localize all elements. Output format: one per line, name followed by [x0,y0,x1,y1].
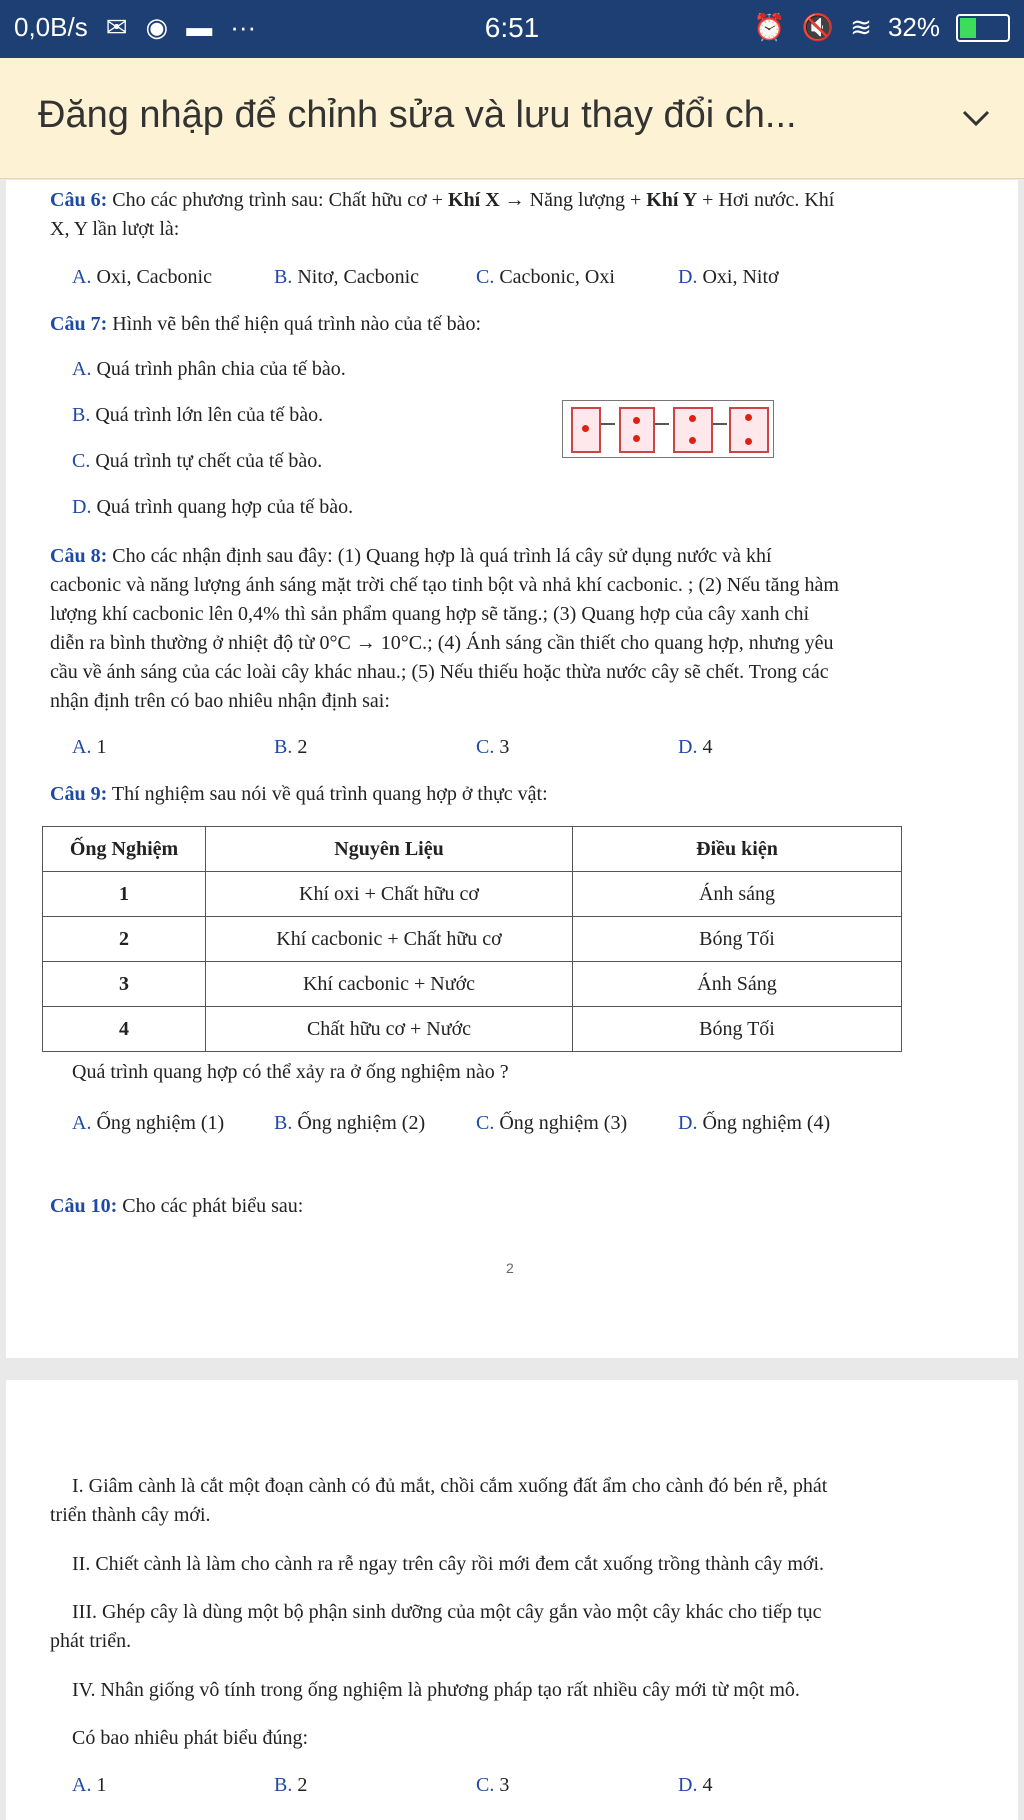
chevron-down-icon[interactable] [956,98,996,138]
page-number: 2 [506,1260,514,1276]
q10-option-a: A. 1 [72,1774,107,1796]
login-banner[interactable] [0,58,1024,179]
network-speed: 0,0B/s [14,12,88,42]
q9-option-d: D. Ống nghiệm (4) [678,1112,831,1134]
q6-line2: X, Y lần lượt là: [50,218,180,240]
q8-line4: diễn ra bình thường ở nhiệt độ từ 0°C → 10°C.; (4) Ánh sáng cần thiết cho quang hợp, nhưng yêu [50,632,834,654]
cell-growth-diagram [562,400,774,458]
message-icon: ✉ [105,12,128,42]
q10-option-c: C. 3 [476,1774,510,1796]
q9-option-c: C. Ống nghiệm (3) [476,1112,628,1134]
q10-option-d: D. 4 [678,1774,713,1796]
q6-label: Câu 6: [50,189,108,211]
battery-icon [956,14,1010,42]
q10-stem: Câu 10: Cho các phát biểu sau: [50,1195,304,1217]
chat-icon: ▬ [186,12,213,42]
q8-option-a: A. 1 [72,736,107,758]
q7-option-c: C. Quá trình tự chết của tế bào. [72,450,323,472]
q10-statement-1-cont: triển thành cây mới. [50,1504,211,1526]
q10-statement-1: I. Giâm cành là cắt một đoạn cành có đủ mắt, chồi cắm xuống đất ẩm cho cành đó bén rễ, phát [72,1475,828,1497]
table-row: 3 Khí cacbonic + Nước Ánh Sáng [43,962,902,1007]
q10-question: Có bao nhiêu phát biểu đúng: [72,1727,309,1749]
q8-line2: cacbonic và năng lượng ánh sáng mặt trời chế tạo tinh bột và nhả khí cacbonic. ; (2) Nếu tăng hàm [50,574,839,596]
q7-option-d: D. Quá trình quang hợp của tế bào. [72,496,354,518]
cell-stage-4 [729,407,769,453]
status-bar [0,0,1024,58]
q8-line5: cầu về ánh sáng của các loài cây khác nhau.; (5) Nếu thiếu hoặc thừa nước cây sẽ chết. Trong các [50,661,829,683]
cell-stage-1 [571,407,601,453]
q8-line3: lượng khí cacbonic lên 0,4% thì sản phẩm quang hợp sẽ tăng.; (3) Quang hợp của cây xanh chỉ [50,603,810,625]
q7-option-b: B. Quá trình lớn lên của tế bào. [72,404,324,426]
q8-line1: Câu 8: Cho các nhận định sau đây: (1) Quang hợp là quá trình lá cây sử dụng nước và khí [50,545,772,567]
q10-statement-3-cont: phát triển. [50,1630,132,1652]
cell-stage-2 [619,407,655,453]
clock: 6:51 [484,12,540,43]
document-page [6,180,1018,1358]
q10-statement-2: II. Chiết cành là làm cho cành ra rễ ngay trên cây rồi mới đem cắt xuống trồng thành cây mới. [72,1553,825,1575]
table-header-row: Ống Nghiệm Nguyên Liệu Điều kiện [43,827,902,872]
wifi-icon: ≋ [850,12,872,42]
table-row: 1 Khí oxi + Chất hữu cơ Ánh sáng [43,872,902,917]
experiment-table [42,826,902,1052]
q6-option-d: D. Oxi, Nitơ [678,266,779,288]
q8-option-d: D. 4 [678,736,713,758]
alarm-icon: ⏰ [753,12,786,42]
q8-option-b: B. 2 [274,736,308,758]
q10-option-b: B. 2 [274,1774,308,1796]
status-right [753,12,1010,43]
cell-stage-3 [673,407,713,453]
q8-option-c: C. 3 [476,736,510,758]
q9-question: Quá trình quang hợp có thể xảy ra ở ống nghiệm nào ? [72,1061,509,1083]
q6-option-b: B. Nitơ, Cacbonic [274,266,420,288]
q8-line6: nhận định trên có bao nhiêu nhận định sai: [50,690,390,712]
mute-icon: 🔇 [801,12,835,42]
q7-option-a: A. Quá trình phân chia của tế bào. [72,358,346,380]
q10-statement-4: IV. Nhân giống vô tính trong ống nghiệm là phương pháp tạo rất nhiều cây mới từ một mô. [72,1679,800,1701]
q6-line1: Câu 6: Cho các phương trình sau: Chất hữu cơ + Khí X → Năng lượng + Khí Y + Hơi nước. Khí [50,189,835,211]
q9-option-a: A. Ống nghiệm (1) [72,1112,225,1134]
q9-stem: Câu 9: Thí nghiệm sau nói về quá trình quang hợp ở thực vật: [50,783,548,805]
q7-stem: Câu 7: Hình vẽ bên thể hiện quá trình nào của tế bào: [50,313,482,335]
messenger-icon: ◉ [145,12,169,42]
table-row: 4 Chất hữu cơ + Nước Bóng Tối [43,1007,902,1052]
battery-percent: 32% [887,12,940,42]
banner-message: Đăng nhập để chỉnh sửa và lưu thay đổi ch... [38,94,797,136]
document-page-next [6,1380,1018,1820]
more-icon: ··· [230,12,257,42]
q9-option-b: B. Ống nghiệm (2) [274,1112,426,1134]
q6-option-a: A. Oxi, Cacbonic [72,266,212,288]
table-row: 2 Khí cacbonic + Chất hữu cơ Bóng Tối [43,917,902,962]
q10-statement-3: III. Ghép cây là dùng một bộ phận sinh dưỡng của một cây gắn vào một cây khác cho tiếp tục [72,1601,822,1623]
q6-option-c: C. Cacbonic, Oxi [476,266,615,288]
